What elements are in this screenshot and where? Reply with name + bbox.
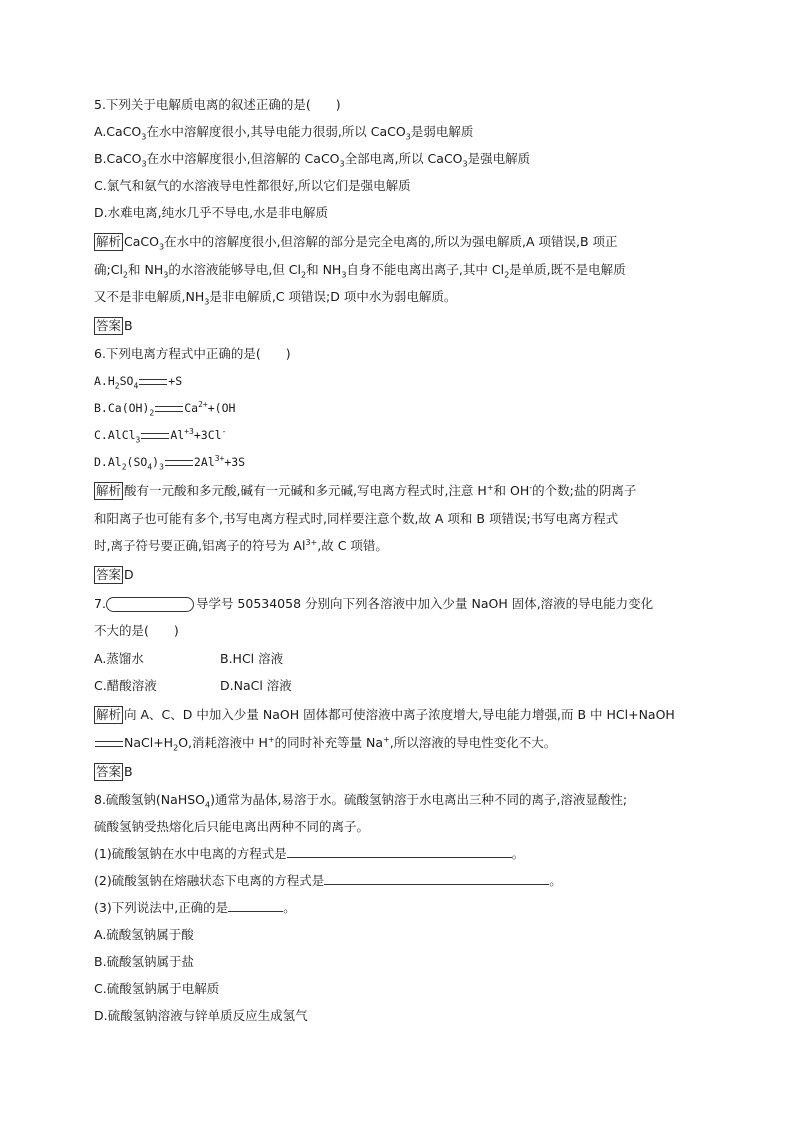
q6-option-c: C.AlCl$_3$ $Al^{+3}+3Cl^-$ (94, 427, 227, 445)
q7-option-b: B.HCl 溶液 (220, 651, 284, 666)
q8-part3: (3)下列说法中,正确的是 。 (94, 900, 296, 915)
q6-option-b: $B.Ca(OH)_2$ $Ca^{2+}+(OH$ (94, 400, 236, 418)
guide-number-badge (106, 597, 194, 612)
q8-option-b: B.硫酸氢钠属于盐 (94, 954, 195, 969)
q6-stem: 6.下列电离方程式中正确的是( ) (94, 346, 291, 361)
answer-tag: 答案 (96, 567, 122, 582)
q7-option-a: A.蒸馏水 (94, 651, 144, 666)
q8-stem-line2: 硫酸氢钠受热熔化后只能电离出两种不同的离子。 (94, 819, 370, 834)
q8-part2: (2)硫酸氢钠在熔融状态下电离的方程式是 。 (94, 873, 562, 888)
answer-tag: 答案 (96, 318, 122, 333)
q7-option-d: D.NaCl 溶液 (220, 678, 292, 693)
q6-analysis: 解析 酸有一元酸和多元酸,碱有一元碱和多元碱,写电离方程式时,注意 H+和 OH-的个数;盐的阴离子 (96, 482, 637, 498)
q5-analysis-line3: 又不是非电解质$,NH_3$是非电解质,C 项错误;D 项中水为弱电解质。 (94, 289, 457, 307)
answer-blank[interactable] (228, 899, 283, 912)
answer-blank[interactable] (324, 872, 549, 885)
q5-answer: 答案 B (96, 318, 133, 333)
q8-option-a: A.硫酸氢钠属于酸 (94, 927, 194, 942)
q6-option-d: $D.Al_2(SO_4)_3$ $2Al^{3+}+3S$ (94, 454, 246, 472)
q7-option-c: C.醋酸溶液 (94, 678, 157, 693)
analysis-tag: 解析 (96, 483, 122, 498)
q8-stem: 8.硫酸氢钠(NaHSO$_4$)通常为晶体,易溶于水。硫酸氢钠溶于水电离出三种不同的离子,溶液显酸性; (94, 792, 628, 810)
q5-analysis-line2: 确$;Cl_2$和 $NH_3$的水溶液能够导电,但 $Cl_2$和 $NH_3$自身不能电离出离子,其中 $Cl_2$是单质,既不是电解质 (94, 262, 626, 280)
q5-option-c: C.氯气和氨气的水溶液导电性都很好,所以它们是强电解质 (94, 178, 411, 193)
q7-stem-line2: 不大的是( ) (94, 623, 179, 638)
q6-option-a: $A.H_2SO_4 +S$ (94, 374, 183, 391)
equals-sign (165, 460, 193, 466)
analysis-tag: 解析 (96, 234, 122, 249)
q7-answer: 答案 B (96, 764, 133, 779)
q5-option-a: A.CaCO$_3$在水中溶解度很小,其导电能力很弱,所以 CaCO$_3$是弱电解质 (94, 124, 474, 142)
q8-part1: (1)硫酸氢钠在水中电离的方程式是 。 (94, 846, 525, 861)
q6-answer: 答案 D (96, 567, 134, 582)
q6-analysis-line3: 时,离子符号要正确,铝离子的符号为 $Al^{3+}$,故 C 项错。 (94, 537, 388, 553)
analysis-tag: 解析 (96, 707, 122, 722)
q7-analysis: 解析 向 A、C、D 中加入少量 NaOH 固体都可使溶液中离子浓度增大,导电能力增强,而 B 中 HCl+NaOH (96, 707, 675, 722)
equals-sign (139, 379, 167, 385)
q6-analysis-line2: 和阳离子也可能有多个,书写电离方程式时,同样要注意个数,故 A 项和 B 项错误;书写电离方程式 (94, 511, 619, 526)
equals-sign (95, 741, 123, 747)
answer-blank[interactable] (287, 845, 512, 858)
q8-option-c: C.硫酸氢钠属于电解质 (94, 981, 220, 996)
q5-option-b: B.CaCO$_3$在水中溶解度很小,但溶解的 CaCO$_3$全部电离,所以 CaCO$_3$是强电解质 (94, 151, 531, 169)
answer-tag: 答案 (96, 764, 122, 779)
q5-option-d: D.水难电离,纯水几乎不导电,水是非电解质 (94, 205, 329, 220)
q7-stem: 7. 导学号 50534058 分别向下列各溶液中加入少量 NaOH 固体,溶液的导电能力变化 (94, 596, 654, 611)
q5-analysis: 解析 CaCO$_3$在水中的溶解度很小,但溶解的部分是完全电离的,所以为强电解质,A 项错误,B 项正 (96, 234, 618, 252)
q5-stem: 5.下列关于电解质电离的叙述正确的是( ) (94, 97, 341, 112)
equals-sign (155, 406, 183, 412)
equals-sign (141, 433, 169, 439)
q8-option-d: D.硫酸氢钠溶液与锌单质反应生成氢气 (94, 1008, 308, 1023)
q7-analysis-line2: $NaCl+H_2O$,消耗溶液中 H+的同时补充等量 Na+,所以溶液的导电性变化不大。 (94, 734, 556, 752)
